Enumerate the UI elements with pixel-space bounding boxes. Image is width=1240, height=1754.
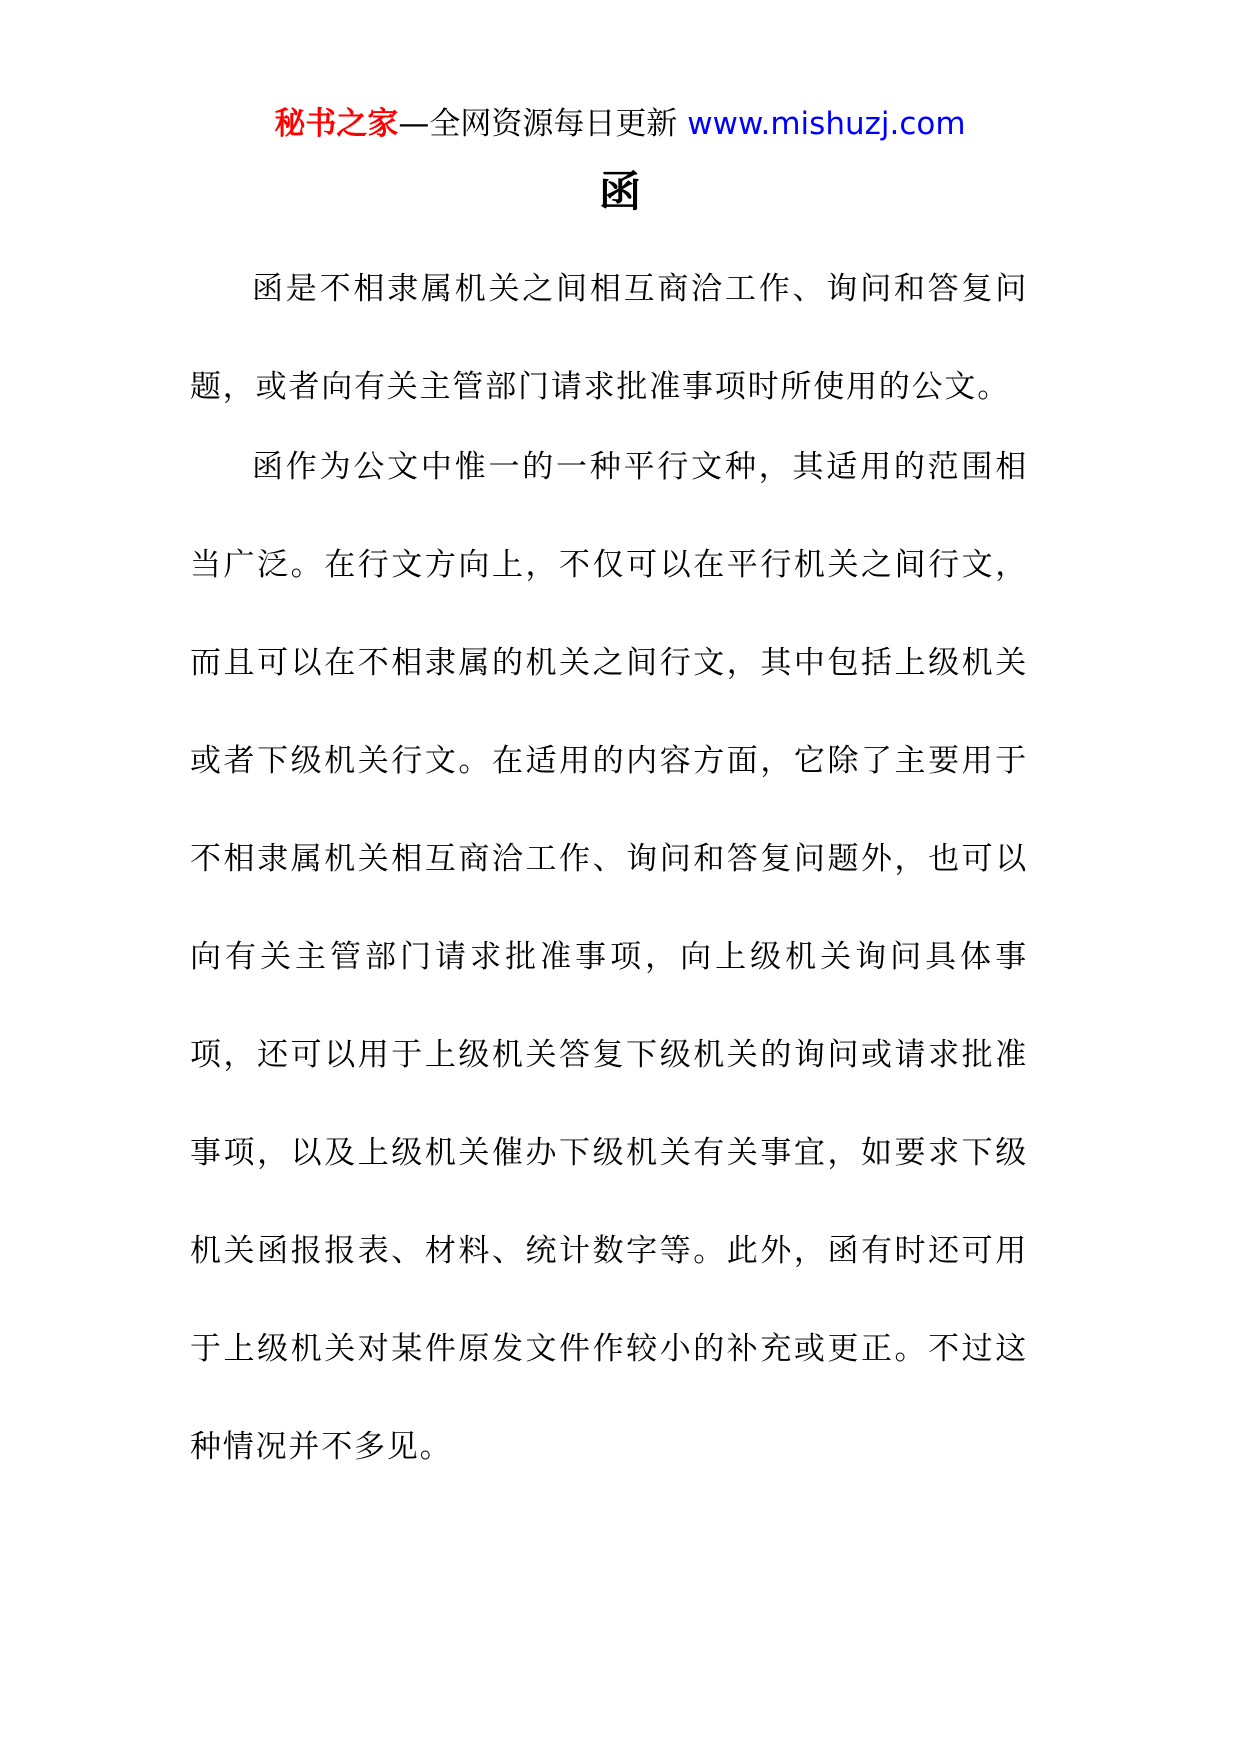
paragraph-definition: 函是不相隶属机关之间相互商洽工作、询问和答复问题，或者向有关主管部门请求批准事项时所使用的公文。 (190, 271, 1028, 405)
site-url-link[interactable]: www.mishuzj.com (687, 106, 966, 142)
site-tagline: —全网资源每日更新 (398, 106, 678, 142)
site-header (0, 100, 1240, 148)
site-name: 秘书之家 (274, 106, 399, 142)
paragraph-scope: 函作为公文中惟一的一种平行文种，其适用的范围相当广泛。在行文方向上，不仅可以在平行机关之间行文，而且可以在不相隶属的机关之间行文，其中包括上级机关或者下级机关行文。在适用的内容方面，它除了主要用于不相隶属机关相互商洽工作、询问和答复问题外，也可以向有关主管部门请求批准事项，向上级机关询问具体事项，还可以用于上级机关答复下级机关的询问或请求批准事项，以及上级机关催办下级机关有关事宜，如要求下级机关函报报表、材料、统计数字等。此外，函有时还可用于上级机关对某件原发文件作较小的补充或更正。不过这种情况并不多见。 (190, 449, 1028, 1465)
document-title: 函 (598, 167, 641, 216)
document-body (190, 240, 1028, 1496)
